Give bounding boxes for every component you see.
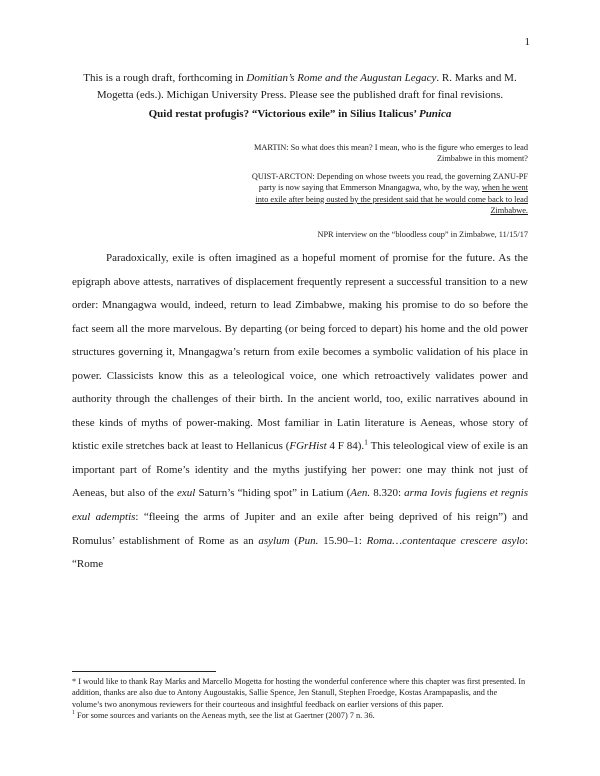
footnote-1-mark: 1 (72, 710, 75, 717)
footnote-1-text: For some sources and variants on the Aeneas myth, see the list at Gaertner (2007) 7 n. 36. (74, 710, 375, 720)
body-italic-asylum: asylum (258, 534, 290, 547)
body-span-8: 15.90–1: (318, 534, 367, 547)
body-paragraph (72, 247, 528, 577)
footnote-divider (72, 671, 216, 672)
epigraph-source: NPR interview on the “bloodless coup” in Zimbabwe, 11/15/17 (317, 230, 528, 239)
book-title: Domitian’s Rome and the Augustan Legacy (246, 72, 437, 84)
footnotes (72, 676, 528, 721)
epigraph-line-2 (250, 171, 528, 216)
epigraph-line-2-text: QUIST-ARCTON: Depending on whose tweets you read, the governing ZANU-PF party is now saying that Emmerson Mnangagwa, who, by the way, (251, 172, 528, 193)
footnote-1 (72, 710, 528, 721)
draft-note-text-2: . R. Marks and M. Mogetta (eds.). Michigan University Press. Please see the published draft for final revisions. (96, 72, 517, 101)
paper-title-main: Quid restat profugis? “Victorious exile” in Silius Italicus’ (148, 108, 419, 120)
body-span-3: This teleological view of exile is an important part of Rome’s identity and the myths justifying her power: one may think not just of Aeneas, but also of the (72, 440, 529, 500)
footnote-star: * I would like to thank Ray Marks and Marcello Mogetta for hosting the wonderful conference where this chapter was first presented. In addition, thanks are also due to Antony Augoustakis, Sallie Spence, Jen Stanull, Stephen Froedge, Kostas Arampapaslis, and the volume’s two anonymous reviewers for their courteous and insightful feedback on earlier versions of this paper. (72, 677, 526, 709)
body-italic-aen: Aen. (350, 487, 371, 500)
body-italic-pun: Pun. (297, 534, 319, 547)
body-span-2: 4 F 84). (326, 440, 365, 453)
body-italic-quote-2: Roma…contentaque crescere asylo (366, 534, 525, 547)
body-span-7: ( (289, 534, 298, 547)
page-number: 1 (524, 36, 530, 48)
body-italic-exul: exul (177, 487, 196, 500)
epigraph-line-1: MARTIN: So what does this mean? I mean, who is the figure who emerges to lead Zimbabwe in this moment? (253, 143, 528, 164)
draft-note-text-1: This is a rough draft, forthcoming in (83, 72, 247, 84)
body-italic-fgrhist: FGrHist (289, 440, 327, 453)
draft-note (72, 70, 528, 103)
paper-title-italic: Punica (418, 108, 452, 120)
body-span-5: 8.320: (370, 487, 405, 500)
body-span-6: : “fleeing the arms of Jupiter and an exile after being deprived of his reign”) and Romulus’ establishment of Rome as an (72, 511, 528, 547)
body-italic-quote-1: arma Iovis fugiens et regnis exul ademptis (72, 487, 529, 524)
epigraph-line-2-underlined: when he went into exile after being ousted by the president said that he would come back to lead Zimbabwe. (255, 183, 528, 215)
body-span-4: Saturn’s “hiding spot” in Latium ( (195, 487, 351, 500)
body-text (72, 247, 528, 577)
paper-title (72, 108, 528, 120)
body-span-1: Paradoxically, exile is often imagined as a hopeful moment of promise for the future. As the epigraph above attests, narratives of displacement frequently represent a successful transition to a new order: Mnangagwa would, indeed, return to lead Zimbabwe, making his promise to do so before the fact seem all the more marvelous. By departing (or being forced to depart) his home and the old power structures governing it, Mnangagwa’s return from exile becomes a symbolic validation of his place in power. Classicists know this as a teleological voice, one which retroactively validates power and authority through the challenges of their birth. In the ancient world, too, exilic narratives abound in these kinds of myths of power-making. Most familiar in Latin literature is Aeneas, whose story of ktistic exile stretches back at least to Hellanicus ( (72, 252, 528, 453)
footnote-ref-1: 1 (364, 437, 368, 447)
body-span-9: : “Rome (72, 534, 528, 571)
